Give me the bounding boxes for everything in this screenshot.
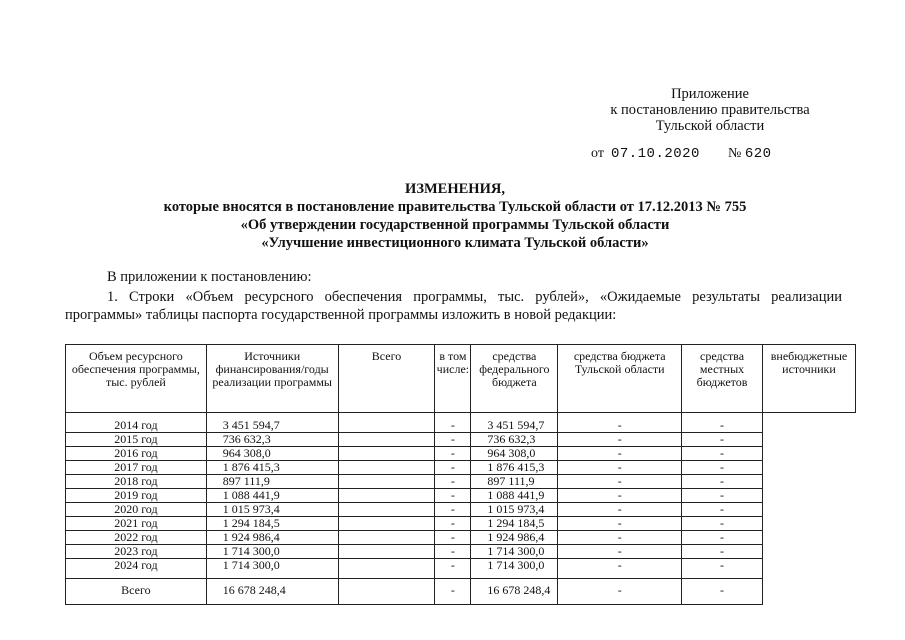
header-regional: средства бюджета Тульской области (558, 345, 682, 413)
title-line: «Об утверждении государственной программы Тульской области (240, 217, 670, 233)
year-cell: 2022 год (66, 531, 207, 545)
document-date: 07.10.2020 (610, 146, 700, 162)
local-cell: - (558, 517, 682, 531)
regional-cell: 1 714 300,0 (471, 545, 558, 559)
regional-cell: 897 111,9 (471, 475, 558, 489)
including-cell (338, 503, 435, 517)
year-cell: 2018 год (66, 475, 207, 489)
local-cell: - (558, 475, 682, 489)
including-cell (338, 413, 435, 433)
header-resource-volume: Объем ресурсного обеспечения программы, тыс. рублей (66, 345, 207, 413)
title-line: ИЗМЕНЕНИЯ, (405, 181, 505, 197)
appendix-line: Тульской области (655, 118, 765, 134)
total-cell: 1 714 300,0 (206, 559, 338, 579)
table-row (66, 413, 856, 433)
appendix-header (560, 86, 860, 134)
federal-cell: - (435, 579, 471, 605)
table-row (66, 503, 856, 517)
federal-cell: - (435, 433, 471, 447)
table-row (66, 433, 856, 447)
table-row (66, 545, 856, 559)
including-cell (338, 489, 435, 503)
federal-cell: - (435, 461, 471, 475)
regional-cell: 3 451 594,7 (471, 413, 558, 433)
header-including: в том числе: (435, 345, 471, 413)
table-row (66, 461, 856, 475)
year-cell: 2019 год (66, 489, 207, 503)
extrabudgetary-cell: - (682, 433, 763, 447)
regional-cell: 736 632,3 (471, 433, 558, 447)
regional-cell: 1 714 300,0 (471, 559, 558, 579)
local-cell: - (558, 579, 682, 605)
total-cell: 736 632,3 (206, 433, 338, 447)
federal-cell: - (435, 503, 471, 517)
header-extrabudgetary: внебюджетные источники (762, 345, 855, 413)
including-cell (338, 433, 435, 447)
local-cell: - (558, 433, 682, 447)
local-cell: - (558, 413, 682, 433)
total-label-cell: Всего (66, 579, 207, 605)
federal-cell: - (435, 545, 471, 559)
title-line: «Улучшение инвестиционного климата Тульской области» (261, 235, 649, 251)
including-cell (338, 579, 435, 605)
extrabudgetary-cell: - (682, 579, 763, 605)
extrabudgetary-cell: - (682, 545, 763, 559)
year-cell: 2014 год (66, 413, 207, 433)
including-cell (338, 545, 435, 559)
extrabudgetary-cell: - (682, 413, 763, 433)
local-cell: - (558, 447, 682, 461)
local-cell: - (558, 559, 682, 579)
header-sources: Источники финансирования/годы реализации программы (206, 345, 338, 413)
year-cell: 2024 год (66, 559, 207, 579)
grand-total-cell: 16 678 248,4 (206, 579, 338, 605)
document-number: 620 (744, 146, 772, 162)
date-number-line (591, 146, 772, 162)
header-total: Всего (338, 345, 435, 413)
table-row (66, 517, 856, 531)
header-local: средства местных бюджетов (682, 345, 763, 413)
item-1-line-2: программы» таблицы паспорта государственной программы изложить в новой редакции: (65, 307, 617, 323)
year-cell: 2016 год (66, 447, 207, 461)
extrabudgetary-cell: - (682, 475, 763, 489)
local-cell: - (558, 461, 682, 475)
including-cell (338, 447, 435, 461)
federal-cell: - (435, 447, 471, 461)
total-cell: 1 924 986,4 (206, 531, 338, 545)
regional-cell: 1 924 986,4 (471, 531, 558, 545)
total-cell: 1 876 415,3 (206, 461, 338, 475)
appendix-line: Приложение (671, 86, 749, 102)
including-cell (338, 461, 435, 475)
local-cell: - (558, 545, 682, 559)
total-cell: 1 294 184,5 (206, 517, 338, 531)
local-cell: - (558, 503, 682, 517)
including-cell (338, 531, 435, 545)
intro-paragraph: В приложении к постановлению: (107, 269, 312, 285)
including-cell (338, 517, 435, 531)
year-cell: 2020 год (66, 503, 207, 517)
regional-cell: 1 088 441,9 (471, 489, 558, 503)
federal-cell: - (435, 559, 471, 579)
federal-cell: - (435, 517, 471, 531)
federal-cell: - (435, 475, 471, 489)
year-cell: 2021 год (66, 517, 207, 531)
table-row (66, 489, 856, 503)
total-cell: 1 015 973,4 (206, 503, 338, 517)
total-row (66, 579, 856, 605)
table-header-row (66, 345, 856, 413)
federal-cell: - (435, 489, 471, 503)
item-1-line-1: 1. Строки «Объем ресурсного обеспечения программы, тыс. рублей», «Ожидаемые результаты реализации (107, 289, 842, 305)
year-cell: 2015 год (66, 433, 207, 447)
number-prefix: № (727, 146, 742, 161)
date-prefix: от (591, 146, 604, 161)
title-line: которые вносятся в постановление правительства Тульской области от 17.12.2013 № 755 (163, 199, 747, 215)
total-cell: 3 451 594,7 (206, 413, 338, 433)
extrabudgetary-cell: - (682, 503, 763, 517)
local-cell: - (558, 489, 682, 503)
extrabudgetary-cell: - (682, 531, 763, 545)
including-cell (338, 559, 435, 579)
total-cell: 897 111,9 (206, 475, 338, 489)
appendix-line: к постановлению правительства (610, 102, 810, 118)
regional-cell: 16 678 248,4 (471, 579, 558, 605)
header-federal: средства федерального бюджета (471, 345, 558, 413)
total-cell: 1 714 300,0 (206, 545, 338, 559)
table-row (66, 447, 856, 461)
total-cell: 1 088 441,9 (206, 489, 338, 503)
year-cell: 2017 год (66, 461, 207, 475)
regional-cell: 964 308,0 (471, 447, 558, 461)
table-row (66, 559, 856, 579)
including-cell (338, 475, 435, 489)
extrabudgetary-cell: - (682, 517, 763, 531)
document-title (100, 180, 810, 252)
extrabudgetary-cell: - (682, 461, 763, 475)
year-cell: 2023 год (66, 545, 207, 559)
extrabudgetary-cell: - (682, 447, 763, 461)
federal-cell: - (435, 531, 471, 545)
extrabudgetary-cell: - (682, 559, 763, 579)
total-cell: 964 308,0 (206, 447, 338, 461)
federal-cell: - (435, 413, 471, 433)
regional-cell: 1 876 415,3 (471, 461, 558, 475)
regional-cell: 1 015 973,4 (471, 503, 558, 517)
table-row (66, 475, 856, 489)
regional-cell: 1 294 184,5 (471, 517, 558, 531)
table-row (66, 531, 856, 545)
extrabudgetary-cell: - (682, 489, 763, 503)
resource-table (65, 344, 856, 605)
local-cell: - (558, 531, 682, 545)
